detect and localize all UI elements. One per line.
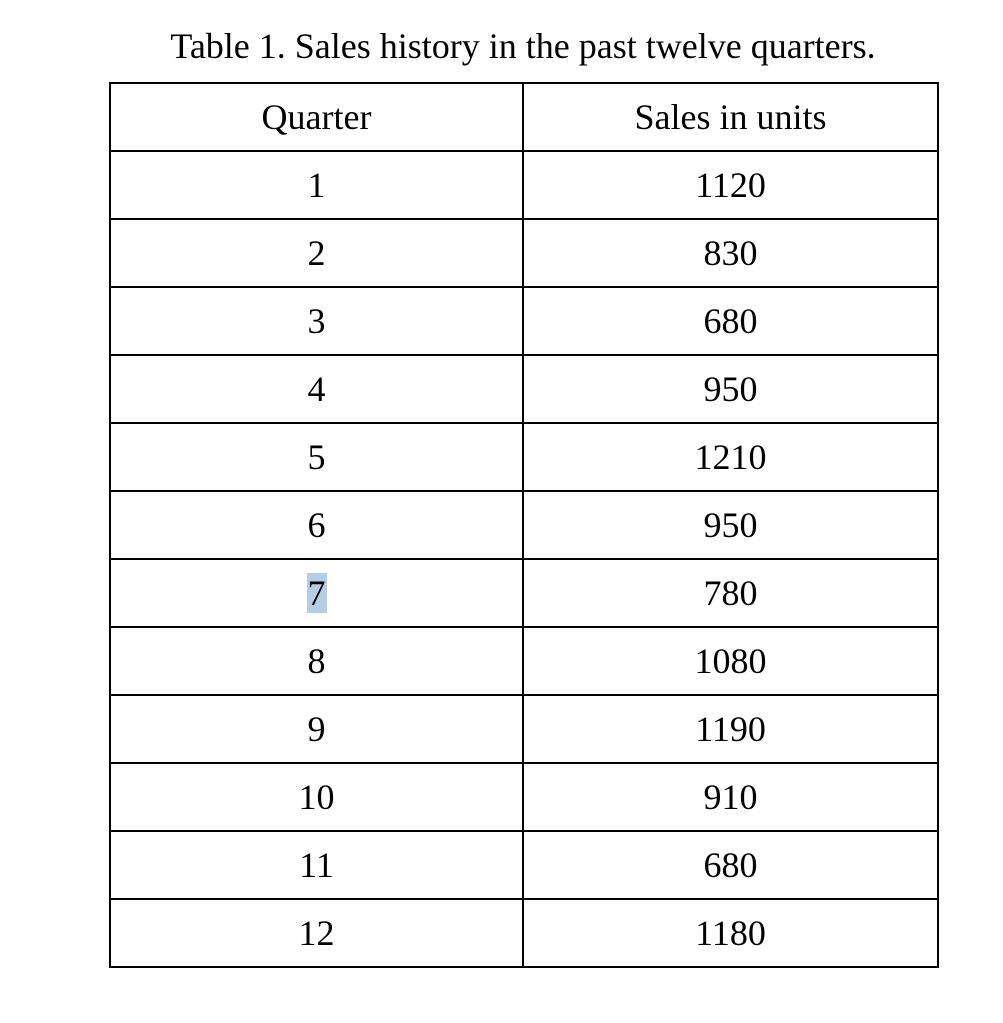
table-row (110, 287, 938, 355)
quarter-cell[interactable]: 11 (110, 831, 523, 899)
sales-cell[interactable]: 950 (523, 491, 938, 559)
quarter-cell[interactable]: 2 (110, 219, 523, 287)
quarter-cell[interactable]: 6 (110, 491, 523, 559)
sales-cell[interactable]: 780 (523, 559, 938, 627)
table-row (110, 695, 938, 763)
sales-cell[interactable]: 830 (523, 219, 938, 287)
table-row (110, 151, 938, 219)
quarter-cell[interactable]: 12 (110, 899, 523, 967)
text-selection-highlight[interactable]: 7 (307, 573, 326, 613)
quarter-cell[interactable]: 5 (110, 423, 523, 491)
quarter-cell[interactable]: 1 (110, 151, 523, 219)
sales-cell[interactable]: 680 (523, 287, 938, 355)
header-row (110, 83, 938, 151)
sales-cell[interactable]: 1180 (523, 899, 938, 967)
table-row (110, 559, 938, 627)
quarter-cell-selected[interactable] (110, 559, 523, 627)
header-quarter: Quarter (110, 83, 523, 151)
sales-cell[interactable]: 1120 (523, 151, 938, 219)
table-row (110, 763, 938, 831)
sales-cell[interactable]: 950 (523, 355, 938, 423)
quarter-cell[interactable]: 3 (110, 287, 523, 355)
quarter-cell[interactable]: 9 (110, 695, 523, 763)
quarter-cell[interactable]: 4 (110, 355, 523, 423)
header-sales-in-units: Sales in units (523, 83, 938, 151)
table-row (110, 627, 938, 695)
sales-cell[interactable]: 1210 (523, 423, 938, 491)
quarter-cell[interactable]: 10 (110, 763, 523, 831)
sales-cell[interactable]: 1080 (523, 627, 938, 695)
sales-history-table (109, 82, 939, 968)
table-caption: Table 1. Sales history in the past twelve quarters. (170, 26, 876, 66)
sales-cell[interactable]: 1190 (523, 695, 938, 763)
sales-cell[interactable]: 910 (523, 763, 938, 831)
table-row (110, 423, 938, 491)
table-row (110, 491, 938, 559)
table-row (110, 355, 938, 423)
table-row (110, 831, 938, 899)
table-row (110, 219, 938, 287)
table-row (110, 899, 938, 967)
quarter-cell[interactable]: 8 (110, 627, 523, 695)
sales-cell[interactable]: 680 (523, 831, 938, 899)
